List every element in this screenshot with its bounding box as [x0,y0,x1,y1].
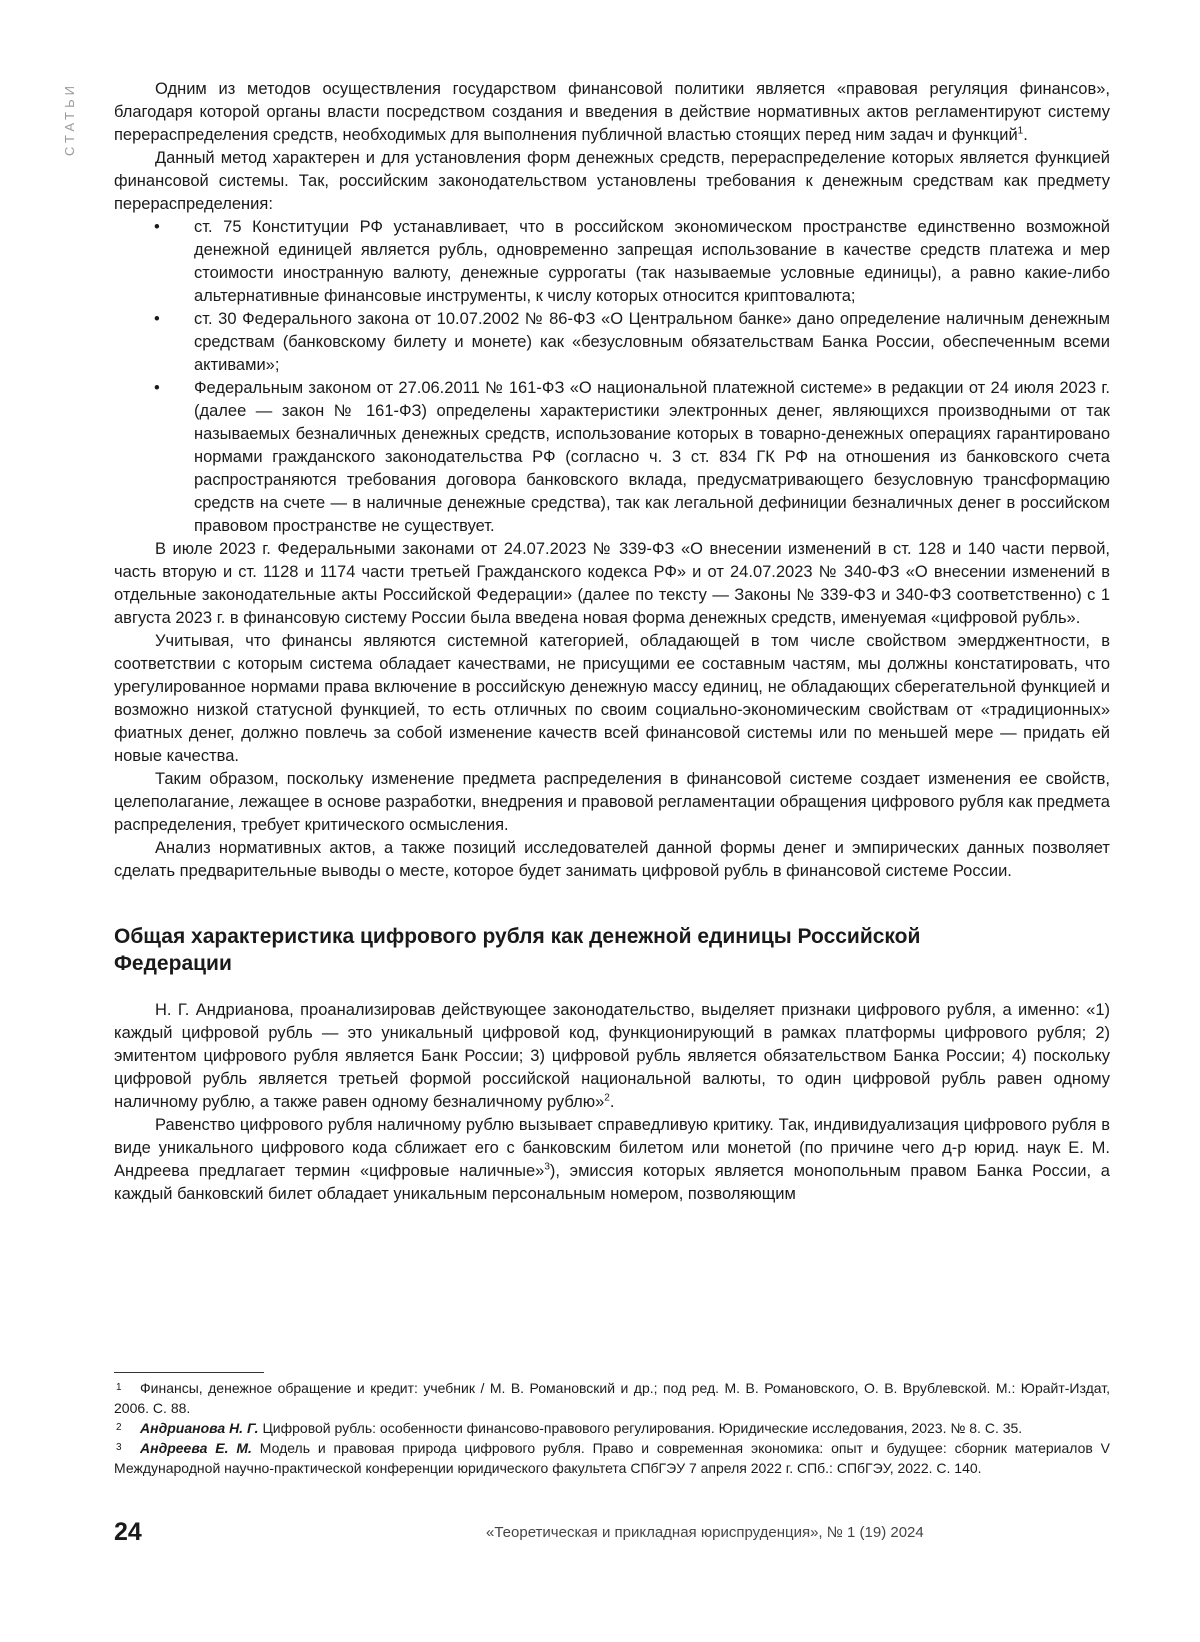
paragraph: Данный метод характерен и для установления форм денежных средств, перераспределение которых является функцией финансовой системы. Так, российским законодательством установлены требования к денежным средствам как предмету перераспределения: [114,149,1110,213]
page-footer [114,1518,1110,1552]
paragraph: Анализ нормативных актов, а также позиций исследователей данной формы денег и эмпирических данных позволяет сделать предварительные выводы о месте, которое будет занимать цифровой рубль в финансовой системе России. [114,839,1110,880]
section-heading: Общая характеристика цифрового рубля как денежной единицы Российской Федерации [114,925,921,975]
footnote-ref[interactable]: 2 [604,1092,610,1104]
paragraph: Одним из методов осуществления государством финансовой политики является «правовая регуляция финансов», благодаря которой органы власти посредством создания и введения в действие нормативных актов регламентируют систему перераспределения средств, необходимых для выполнения публичной властью стоящих перед ним задач и функций$^1$. [114,80,1110,144]
footnote-number: 3 [116,1442,122,1453]
section-side-label: СТАТЬИ [62,82,77,156]
paragraph: В июле 2023 г. Федеральными законами от 24.07.2023 № 339-ФЗ «О внесении изменений в ст. 128 и 140 части первой, часть вторую и ст. 1128 и 1174 части третьей Гражданского кодекса РФ» и от 24.07.2023 № 340-ФЗ «О внесении изменений в отдельные законодательные акты Российской Федерации» (далее по тексту — Законы № 339-ФЗ и 340-ФЗ соответственно) с 1 августа 2023 г. в финансовую систему России была введена новая форма денежных средств, именуемая «цифровой рубль». [114,540,1110,627]
list-item: • ст. 75 Конституции РФ устанавливает, что в российском экономическом пространстве единственно возможной денежной единицей является рубль, одновременно запрещая использование в качестве средств платежа и мер стоимости иностранную валюту, денежные суррогаты (так называемые условные единицы), а равно какие-либо альтернативные финансовые инструменты, к числу которых относится криптовалюта; [154,218,1110,305]
article-body [114,78,1110,1206]
footnote-ref[interactable]: 3 [544,1161,550,1173]
footnote-number: 1 [116,1382,122,1393]
bullet-icon: • [154,310,160,328]
paragraph: Учитывая, что финансы являются системной категорией, обладающей в том числе свойством эмерджентности, в соответствии с которым система обладает качествами, не присущими ее составным частям, мы должны констатировать, что урегулированное нормами права включение в российскую денежную массу единиц, не обладающих сберегательной функцией и возможно низкой статусной функцией, то есть отличных по своим социально-экономическим свойствам от «традиционных» фиатных денег, должно повлечь за собой изменение качеств всей финансовой системы или по меньшей мере — придать ей новые качества. [114,632,1110,765]
bullet-icon: • [154,218,160,236]
page-number: 24 [114,1518,142,1546]
list-item: • ст. 30 Федерального закона от 10.07.2002 № 86-ФЗ «О Центральном банке» дано определение наличным денежным средствам (банковскому билету и монете) как «безусловным обязательствам Банка России, обеспеченным всеми активами»; [154,310,1110,374]
journal-title: «Теоретическая и прикладная юриспруденция», № 1 (19) 2024 [486,1524,924,1541]
footnote: 3 Андреева Е. М. Модель и правовая природа цифрового рубля. Право и современная экономика: опыт и будущее: сборник материалов V Международной научно-практической конференции юридического факультета СПбГЭУ 7 апреля 2022 г. СПб.: СПбГЭУ, 2022. С. 140. [114,1440,1110,1476]
paragraph: Таким образом, поскольку изменение предмета распределения в финансовой системе создает изменения ее свойств, целеполагание, лежащее в основе разработки, внедрения и правовой регламентации обращения цифрового рубля как предмета распределения, требует критического осмысления. [114,770,1110,834]
footnote-ref[interactable]: 1 [1017,125,1024,137]
list-item: • Федеральным законом от 27.06.2011 № 161-ФЗ «О национальной платежной системе» в редакции от 24 июля 2023 г. (далее — закон № 161-ФЗ) определены характеристики электронных денег, являющихся производными от так называемых безналичных денежных средств, использование которых в товарно-денежных операциях гарантировано нормами гражданского законодательства РФ (согласно ч. 3 ст. 834 ГК РФ на отношения из банковского счета распространяются требования договора банковского вклада, предусматривающего безусловную трансформацию средств на счете — в наличные денежные средства), так как легальной дефиниции безналичных денег в российском правовом пространстве не существует. [154,379,1110,535]
footnote-divider [114,1372,264,1373]
paragraph: Н. Г. Андрианова, проанализировав действующее законодательство, выделяет признаки цифрового рубля, а именно: «1) каждый цифровой рубль — это уникальный цифровой код, функционирующий в рамках платформы цифрового рубля; 2) эмитентом цифрового рубля является Банк России; 3) цифровой рубль является обязательством Банка России; 4) поскольку цифровой рубль является третьей формой российской национальной валюты, то один цифровой рубль равен одному наличному рублю, а также равен одному безналичному рублю»$^2$. [114,1001,1110,1111]
bullet-list [114,216,1110,538]
bullet-icon: • [154,379,160,397]
footnote: 1 Финансы, денежное обращение и кредит: учебник / М. В. Романовский и др.; под ред. М. В. Романовского, О. В. Врублевской. М.: Юрайт-Издат, 2006. С. 88. [114,1380,1110,1416]
footnote: 2 Андрианова Н. Г. Цифровой рубль: особенности финансово-правового регулирования. Юридические исследования, 2023. № 8. С. 35. [116,1420,1023,1436]
footnote-number: 2 [116,1422,122,1433]
paragraph: Равенство цифрового рубля наличному рублю вызывает справедливую критику. Так, индивидуализация цифрового рубля в виде уникального цифрового кода сближает его с банковским билетом или монетой (по причине чего д-р юрид. наук Е. М. Андреева предлагает термин «цифровые наличные»$^3$), эмиссия которых является монопольным правом Банка России, а каждый банковский билет обладает уникальным персональным номером, позволяющим [114,1116,1110,1203]
footnotes [114,1378,1110,1478]
